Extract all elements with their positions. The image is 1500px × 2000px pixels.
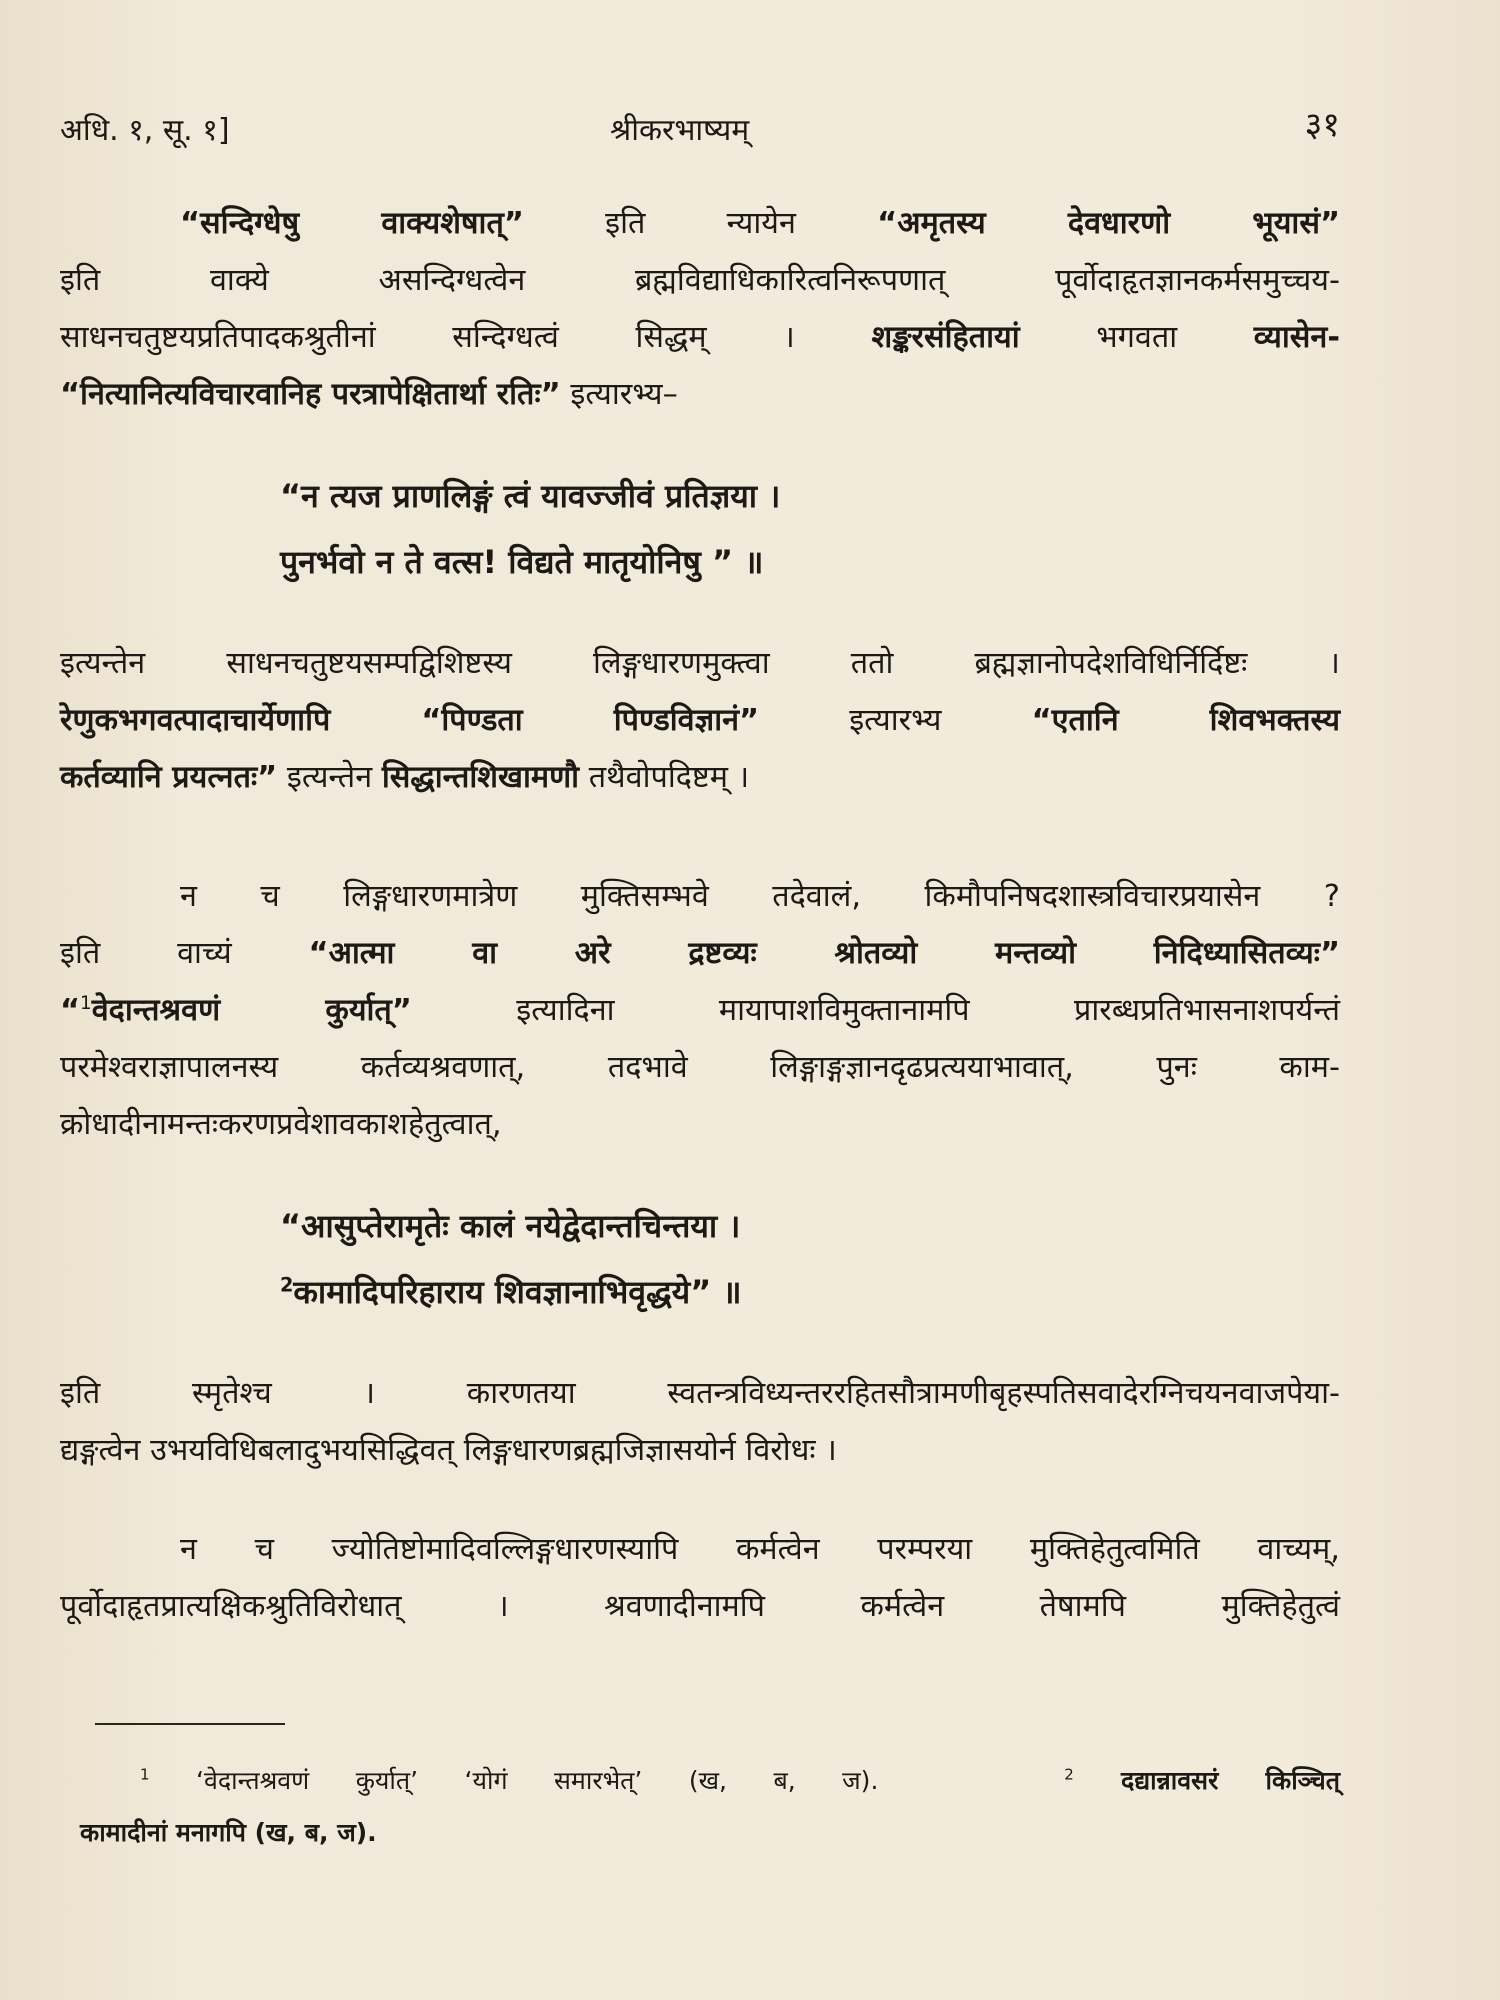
text-run: भगवता	[1019, 320, 1254, 355]
bold-term: सिद्धान्तशिखामणौ	[381, 760, 580, 795]
main-text	[60, 195, 1340, 1635]
paragraph-2-line-2	[60, 692, 1340, 749]
quote-bold: कर्तव्यानि प्रयत्नतः”	[60, 760, 278, 795]
bold-term: शङ्करसंहितायां	[871, 320, 1020, 355]
paragraph-5-line-1: न च ज्योतिष्टोमादिवल्लिङ्गधारणस्यापि कर्मत्वेन परम्परया मुक्तिहेतुत्वमिति वाच्यम्,	[180, 1532, 1340, 1567]
header-title: श्रीकरभाष्यम्	[610, 113, 750, 148]
footnote-marker: 2	[280, 1273, 294, 1297]
paragraph-3-line-5: क्रोधादीनामन्तःकरणप्रवेशावकाशहेतुत्वात्,	[60, 1107, 502, 1142]
footnote-line-2	[80, 1807, 1340, 1859]
footnote-text: कामादीनां मनागपि (ख, ब, ज).	[80, 1818, 377, 1847]
text-run: इत्यारभ्य–	[560, 377, 678, 412]
paragraph-5-line-2: पूर्वोदाहृतप्रात्यक्षिकश्रुतिविरोधात् । श्रवणादीनामपि कर्मत्वेन तेषामपि मुक्तिहेतुत्वं	[60, 1589, 1340, 1624]
text-run: इत्यारभ्य	[759, 703, 1032, 738]
paragraph-3-line-1: न च लिङ्गधारणमात्रेण मुक्तिसम्भवे तदेवालं, किमौपनिषदशास्त्रविचारप्रयासेन ?	[180, 879, 1340, 914]
footnote-line-1	[80, 1755, 1340, 1807]
footnote-divider	[95, 1723, 285, 1725]
paragraph-3-line-3	[60, 982, 1340, 1039]
bold-term: रेणुकभगवत्पादाचार्येणापि “पिण्डता पिण्डविज्ञानं”	[60, 703, 760, 738]
quote-bold: “एतानि शिवभक्तस्य	[1031, 703, 1341, 738]
quote-bold: “नित्यानित्यविचारवानिह परत्रापेक्षितार्था रतिः”	[60, 377, 561, 412]
paragraph-1-line-2: इति वाक्ये असन्दिग्धत्वेन ब्रह्मविद्याधिकारित्वनिरूपणात् पूर्वोदाहृतज्ञानकर्मसमुच्चय-	[60, 263, 1340, 298]
paragraph-2-line-1: इत्यन्तेन साधनचतुष्टयसम्पद्विशिष्टस्य लिङ्गधारणमुक्त्वा ततो ब्रह्मज्ञानोपदेशविधिर्निर्दिष्टः ।	[60, 646, 1340, 681]
verse-1-line-2: पुनर्भवो न ते वत्स! विद्यते मातृयोनिषु ” ॥	[280, 543, 764, 581]
paragraph-4-line-2: द्यङ्गत्वेन उभयविधिबलादुभयसिद्धिवत् लिङ्गधारणब्रह्मजिज्ञासयोर्न विरोधः ।	[60, 1433, 837, 1468]
paragraph-3-line-2	[60, 925, 1340, 982]
text-run: इति वाच्यं	[60, 936, 309, 971]
paragraph-4-line-1: इति स्मृतेश्च । कारणतया स्वतन्त्रविध्यन्तररहितसौत्रामणीबृहस्पतिसवादेरग्निचयनवाजपेया-	[60, 1376, 1340, 1411]
quote-bold: “सन्दिग्धेषु वाक्यशेषात्”	[180, 206, 524, 241]
footnote-text: ‘वेदान्तश्रवणं कुर्यात्’ ‘योगं समारभेत्’ (ख, ब, ज).	[149, 1766, 879, 1795]
running-header	[60, 105, 1340, 158]
paragraph-1-line-1	[60, 195, 1340, 252]
paragraph-2-line-3	[60, 749, 1340, 806]
verse-2-line-2	[280, 1259, 1340, 1325]
footnote-text: दद्यान्नावसरं किञ्चित्	[1073, 1766, 1340, 1795]
text-run: इत्यादिना मायापाशविमुक्तानामपि प्रारब्धप्रतिभासनाशपर्यन्तं	[411, 993, 1340, 1028]
footnote-marker: 1	[80, 992, 92, 1014]
text-run: कामादिपरिहाराय शिवज्ञानाभिवृद्धये” ॥	[293, 1273, 742, 1311]
quote-bold: “अमृतस्य देवधारणो भूयासं”	[877, 206, 1340, 241]
bold-term: व्यासेन-	[1253, 320, 1341, 355]
quote-mark: “	[60, 993, 81, 1028]
text-run: तथैवोपदिष्टम् ।	[579, 760, 750, 795]
page-number: ३१	[1304, 105, 1340, 145]
paragraph-3-line-4: परमेश्वराज्ञापालनस्य कर्तव्यश्रवणात्, तदभावे लिङ्गाङ्गज्ञानदृढप्रत्ययाभावात्, पुनः काम-	[60, 1050, 1340, 1085]
text-run: इति न्यायेन	[523, 206, 878, 241]
header-section-ref: अधि. १, सू. १]	[60, 113, 230, 148]
paragraph-1-line-4	[60, 366, 1340, 423]
verse-2-line-1: “आसुप्तेरामृतेः कालं नयेद्वेदान्तचिन्तया ।	[280, 1207, 741, 1245]
footnote-number: 1	[140, 1765, 150, 1784]
text-run: साधनचतुष्टयप्रतिपादकश्रुतीनां सन्दिग्धत्वं सिद्धम् ।	[60, 320, 872, 355]
verse-1-line-1: “न त्यज प्राणलिङ्गं त्वं यावज्जीवं प्रतिज्ञया ।	[280, 477, 781, 515]
text-run: इत्यन्तेन	[277, 760, 382, 795]
quote-bold: “आत्मा वा अरे द्रष्टव्यः श्रोतव्यो मन्तव्यो निदिध्यासितव्यः”	[308, 936, 1340, 971]
footnotes	[80, 1755, 1340, 1859]
footnote-number: 2	[1064, 1765, 1074, 1784]
paragraph-1-line-3	[60, 309, 1340, 366]
quote-bold: वेदान्तश्रवणं कुर्यात्”	[91, 993, 412, 1028]
